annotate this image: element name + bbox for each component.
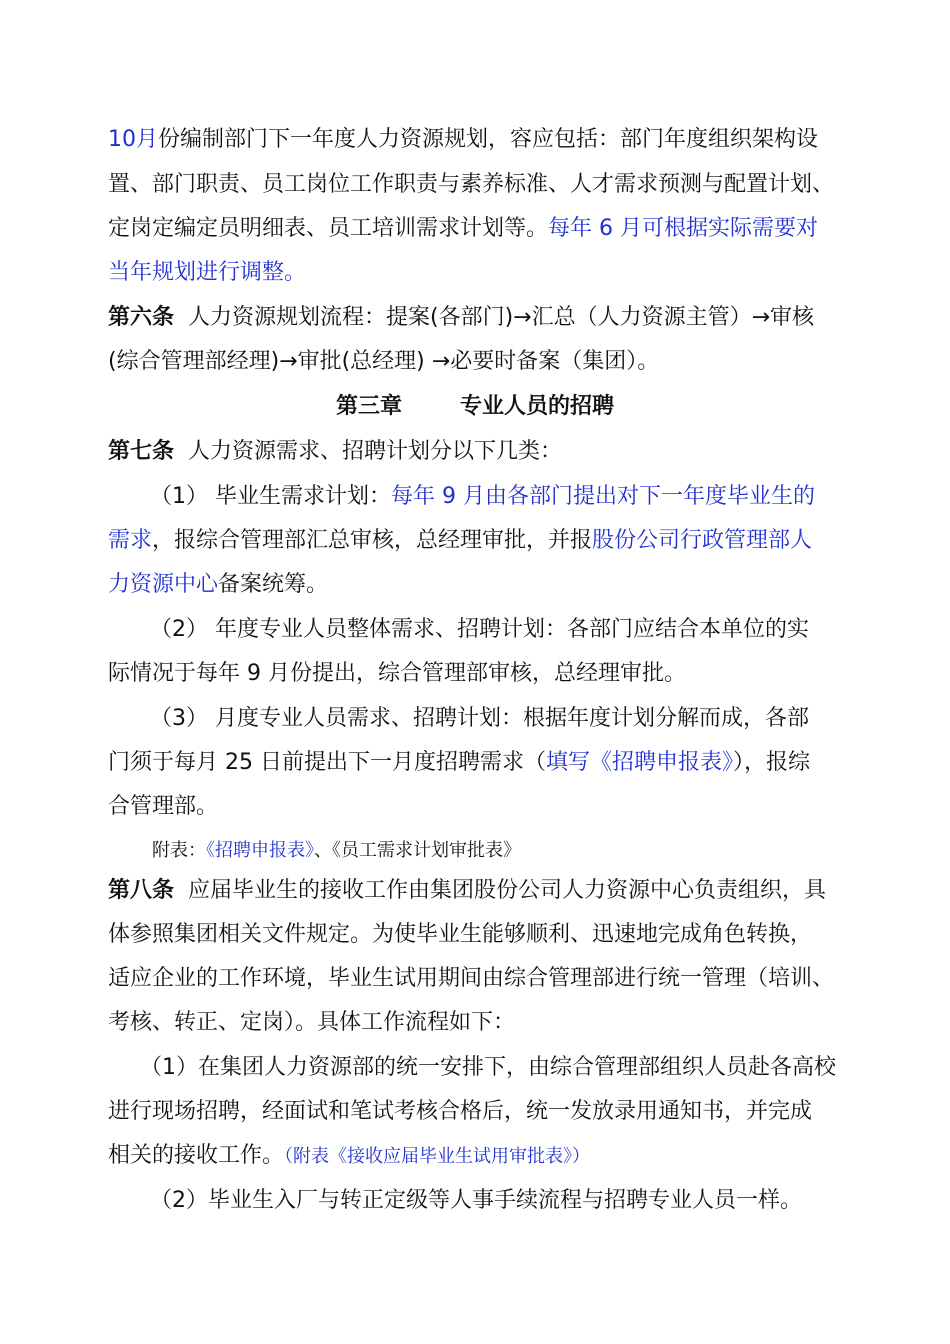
body-text: 备案统筹。 xyxy=(218,572,329,597)
body-text: 人力资源需求、招聘计划分以下几类： xyxy=(188,439,563,464)
body-text: 附表： xyxy=(152,840,206,861)
paragraph-line: (综合管理部经理)→审批(总经理) →必要时备案（集团）。 xyxy=(108,349,660,374)
list-item: （2）毕业生入厂与转正定级等人事手续流程与招聘专业人员一样。 xyxy=(150,1188,802,1213)
highlighted-text: 《招聘申报表》 xyxy=(206,840,314,861)
highlighted-text: 力资源中心 xyxy=(108,572,219,597)
body-text: 相关的接收工作。 xyxy=(108,1143,285,1168)
body-text: 人力资源规划流程：提案(各部门)→汇总（人力资源主管）→审核 xyxy=(188,305,815,330)
body-text: 门须于每月 25 日前提出下一月度招聘需求（ xyxy=(108,750,546,775)
body-text: 、《员工需求计划审批表》 xyxy=(314,840,521,861)
body-text: （1） 毕业生需求计划： xyxy=(150,484,391,509)
highlighted-line: 当年规划进行调整。 xyxy=(108,260,307,285)
highlighted-text: 填写《招聘申报表》 xyxy=(545,750,733,775)
body-text: 定岗定编定员明细表、员工培训需求计划等。 xyxy=(108,216,549,241)
paragraph-line xyxy=(108,214,818,244)
paragraph-line xyxy=(108,570,328,600)
body-text: ，报综合管理部汇总审核，总经理审批，并报 xyxy=(152,528,593,553)
appendix-note xyxy=(152,836,521,866)
paragraph-line xyxy=(108,526,812,556)
chapter-number: 第三章 xyxy=(335,394,402,419)
paragraph-line: 置、部门职责、员工岗位工作职责与素养标准、人才需求预测与配置计划、 xyxy=(108,172,835,197)
body-text: ），报综 xyxy=(733,750,811,775)
highlighted-text: （附表《接收应届毕业生试用审批表》） xyxy=(284,1146,591,1167)
article-label: 第七条 xyxy=(108,439,175,464)
highlighted-text: 需求 xyxy=(108,528,153,553)
highlighted-text: 股份公司行政管理部人 xyxy=(592,528,813,553)
paragraph-line xyxy=(108,125,818,155)
paragraph-line: 进行现场招聘，经面试和笔试考核合格后，统一发放录用通知书，并完成 xyxy=(108,1099,813,1124)
body-text: 应届毕业生的接收工作由集团股份公司人力资源中心负责组织，具 xyxy=(188,878,827,903)
chapter-heading xyxy=(0,392,950,422)
article-label: 第六条 xyxy=(108,305,175,330)
list-item: （1）在集团人力资源部的统一安排下，由综合管理部组织人员赴各高校 xyxy=(140,1055,836,1080)
paragraph-line: 适应企业的工作环境，毕业生试用期间由综合管理部进行统一管理（培训、 xyxy=(108,966,835,991)
list-item: （3） 月度专业人员需求、招聘计划：根据年度计划分解而成，各部 xyxy=(150,706,809,731)
article-six xyxy=(108,303,814,333)
highlighted-text: 每年 9 月由各部门提出对下一年度毕业生的 xyxy=(391,484,815,509)
paragraph-line xyxy=(108,748,810,778)
article-seven xyxy=(108,437,562,467)
paragraph-line: 考核、转正、定岗）。具体工作流程如下： xyxy=(108,1010,516,1035)
paragraph-line: 体参照集团相关文件规定。为使毕业生能够顺利、迅速地完成角色转换， xyxy=(108,922,813,947)
list-item xyxy=(150,482,815,512)
article-eight xyxy=(108,876,826,906)
paragraph-line: 合管理部。 xyxy=(108,794,219,819)
paragraph-line xyxy=(108,1141,590,1172)
highlighted-text: 10月 xyxy=(108,127,158,152)
body-text: 份编制部门下一年度人力资源规划，容应包括：部门年度组织架构设 xyxy=(158,127,819,152)
highlighted-text: 每年 6 月可根据实际需要对 xyxy=(548,216,818,241)
list-item: （2） 年度专业人员整体需求、招聘计划：各部门应结合本单位的实 xyxy=(150,617,809,642)
paragraph-line: 际情况于每年 9 月份提出，综合管理部审核，总经理审批。 xyxy=(108,661,686,686)
chapter-title: 专业人员的招聘 xyxy=(460,394,615,419)
article-label: 第八条 xyxy=(108,878,175,903)
